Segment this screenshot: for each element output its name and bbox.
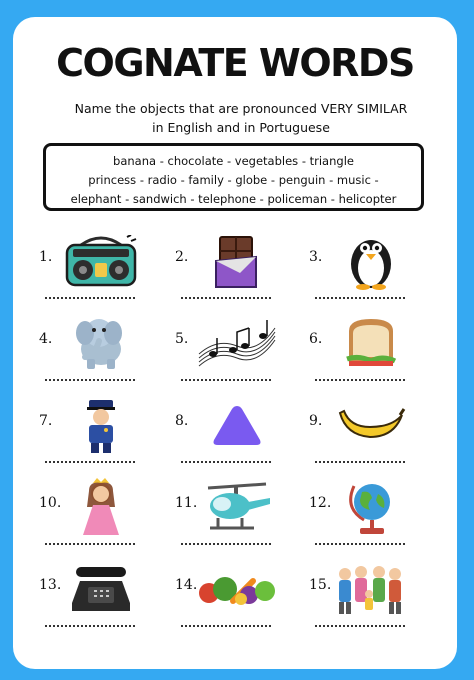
item-number: 2. [175, 249, 189, 265]
answer-line[interactable] [315, 461, 405, 463]
page-title: COGNATE WORDS [56, 41, 414, 85]
instructions-line-1: Name the objects that are pronounced VERY SIMILAR [74, 101, 408, 116]
answer-line[interactable] [181, 625, 271, 627]
item-number: 9. [309, 413, 323, 429]
answer-line[interactable] [315, 543, 405, 545]
answer-line[interactable] [181, 543, 271, 545]
item-number: 7. [39, 413, 53, 429]
item-4 [39, 311, 169, 393]
item-7 [39, 393, 169, 475]
item-3 [309, 229, 439, 311]
answer-line[interactable] [181, 461, 271, 463]
item-number: 1. [39, 249, 53, 265]
penguin-icon [331, 229, 411, 293]
sandwich-icon [331, 311, 411, 375]
item-number: 13. [39, 577, 62, 593]
answer-line[interactable] [45, 379, 135, 381]
word-bank-row: banana - chocolate - vegetables - triangle [113, 154, 354, 168]
item-6 [309, 311, 439, 393]
answer-line[interactable] [181, 379, 271, 381]
item-9 [309, 393, 439, 475]
worksheet [13, 17, 457, 669]
vegetables-icon [197, 557, 277, 621]
item-number: 11. [175, 495, 198, 511]
answer-line[interactable] [45, 461, 135, 463]
globe-icon [331, 475, 411, 539]
item-2 [175, 229, 305, 311]
banana-icon [331, 393, 411, 457]
answer-line[interactable] [181, 297, 271, 299]
item-number: 6. [309, 331, 323, 347]
answer-line[interactable] [45, 543, 135, 545]
item-number: 15. [309, 577, 332, 593]
music-notes-icon [197, 311, 277, 375]
instructions-line-2: in English and in Portuguese [152, 120, 330, 135]
answer-line[interactable] [45, 297, 135, 299]
item-11 [175, 475, 305, 557]
answer-line[interactable] [45, 625, 135, 627]
helicopter-icon [197, 475, 277, 539]
answer-line[interactable] [315, 379, 405, 381]
answer-line[interactable] [315, 625, 405, 627]
telephone-icon [61, 557, 141, 621]
item-number: 8. [175, 413, 189, 429]
item-1 [39, 229, 169, 311]
word-bank-row: elephant - sandwich - telephone - policeman - helicopter [70, 192, 397, 206]
princess-icon [61, 475, 141, 539]
item-number: 12. [309, 495, 332, 511]
chocolate-icon [197, 229, 277, 293]
item-14 [175, 557, 305, 639]
answer-line[interactable] [315, 297, 405, 299]
item-number: 10. [39, 495, 62, 511]
item-13 [39, 557, 169, 639]
word-bank [43, 143, 424, 211]
item-10 [39, 475, 169, 557]
item-8 [175, 393, 305, 475]
word-bank-row: princess - radio - family - globe - penguin - music - [88, 173, 379, 187]
triangle-icon [197, 393, 277, 457]
item-number: 5. [175, 331, 189, 347]
instructions [33, 99, 449, 137]
item-number: 3. [309, 249, 323, 265]
radio-icon [61, 229, 141, 293]
family-icon [331, 557, 411, 621]
elephant-icon [61, 311, 141, 375]
policeman-icon [61, 393, 141, 457]
item-number: 4. [39, 331, 53, 347]
item-12 [309, 475, 439, 557]
item-number: 14. [175, 577, 198, 593]
item-15 [309, 557, 439, 639]
item-5 [175, 311, 305, 393]
